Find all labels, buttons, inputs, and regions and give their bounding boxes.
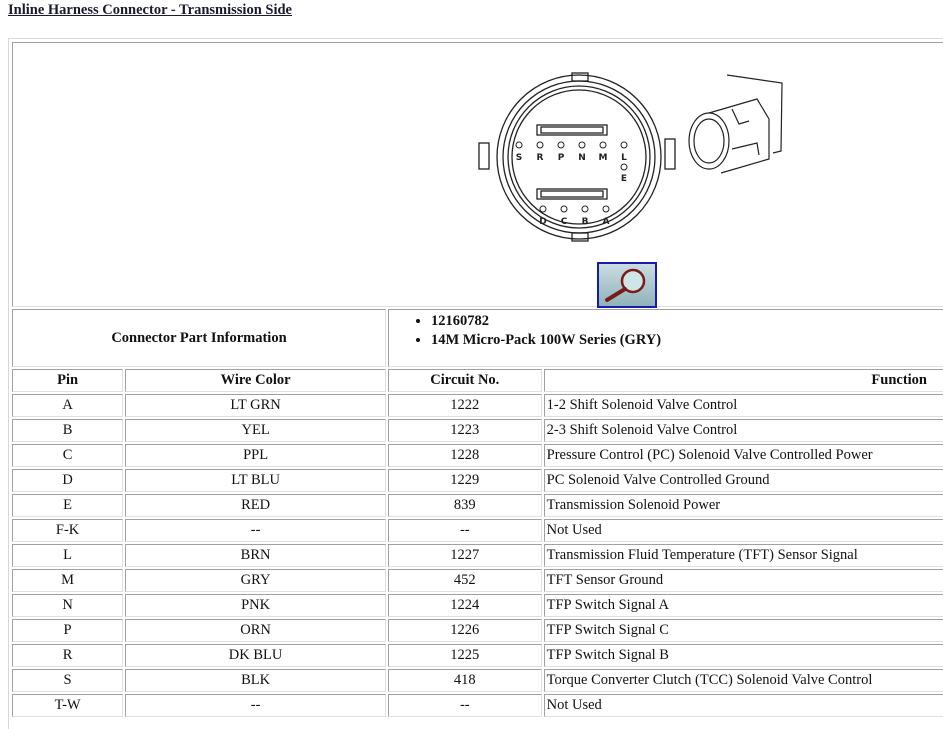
connector-info-values bbox=[388, 309, 943, 367]
connector-series: • 14M Micro-Pack 100W Series (GRY) bbox=[431, 331, 943, 350]
wire-color-cell: BLK bbox=[125, 669, 386, 692]
pin-label-b: B bbox=[581, 217, 589, 227]
function-cell: TFP Switch Signal A bbox=[544, 594, 943, 617]
connector-diagram bbox=[477, 69, 797, 259]
pin-cell: R bbox=[12, 644, 123, 667]
table-row bbox=[12, 469, 943, 492]
pin-cell: T-W bbox=[12, 694, 123, 717]
zoom-image-button[interactable] bbox=[597, 262, 657, 308]
pin-label-s: S bbox=[515, 153, 523, 163]
wire-color-cell: PPL bbox=[125, 444, 386, 467]
table-row bbox=[12, 494, 943, 517]
function-cell: TFP Switch Signal C bbox=[544, 619, 943, 642]
pin-cell: S bbox=[12, 669, 123, 692]
table-row bbox=[12, 644, 943, 667]
wire-color-cell: ORN bbox=[125, 619, 386, 642]
function-cell: TFP Switch Signal B bbox=[544, 644, 943, 667]
pin-label-l: L bbox=[621, 153, 627, 163]
header-pin: Pin bbox=[12, 369, 123, 392]
function-cell: 2-3 Shift Solenoid Valve Control bbox=[544, 419, 943, 442]
wire-color-cell: BRN bbox=[125, 544, 386, 567]
table-row bbox=[12, 419, 943, 442]
pin-label-r: R bbox=[536, 153, 544, 163]
pin-label-d: D bbox=[539, 217, 547, 227]
pin-label-a: A bbox=[602, 217, 610, 227]
wire-color-cell: PNK bbox=[125, 594, 386, 617]
header-circuit-no: Circuit No. bbox=[388, 369, 542, 392]
circuit-cell: 839 bbox=[388, 494, 542, 517]
table-row bbox=[12, 394, 943, 417]
function-cell: 1-2 Shift Solenoid Valve Control bbox=[544, 394, 943, 417]
pin-holes bbox=[516, 142, 627, 212]
table-row bbox=[12, 594, 943, 617]
circuit-cell: 452 bbox=[388, 569, 542, 592]
pin-cell: F-K bbox=[12, 519, 123, 542]
function-cell: Not Used bbox=[544, 694, 943, 717]
magnifier-icon bbox=[599, 264, 655, 306]
wire-color-cell: LT BLU bbox=[125, 469, 386, 492]
circuit-cell: 1224 bbox=[388, 594, 542, 617]
pin-cell: P bbox=[12, 619, 123, 642]
header-row bbox=[12, 369, 943, 392]
table-row bbox=[12, 569, 943, 592]
function-cell: PC Solenoid Valve Controlled Ground bbox=[544, 469, 943, 492]
table-row bbox=[12, 619, 943, 642]
header-wire-color: Wire Color bbox=[125, 369, 386, 392]
function-cell: Pressure Control (PC) Solenoid Valve Controlled Power bbox=[544, 444, 943, 467]
connector-table bbox=[10, 40, 943, 719]
pin-label-e: E bbox=[620, 174, 628, 184]
pin-cell: L bbox=[12, 544, 123, 567]
connector-info-label: Connector Part Information bbox=[12, 309, 386, 367]
pin-label-p: P bbox=[557, 153, 565, 163]
pin-cell: M bbox=[12, 569, 123, 592]
circuit-cell: -- bbox=[388, 694, 542, 717]
circuit-cell: 1222 bbox=[388, 394, 542, 417]
table-row bbox=[12, 519, 943, 542]
table-row bbox=[12, 669, 943, 692]
page-title: Inline Harness Connector - Transmission Side bbox=[8, 2, 292, 18]
pin-cell: A bbox=[12, 394, 123, 417]
pin-label-m: M bbox=[598, 153, 608, 163]
function-cell: Torque Converter Clutch (TCC) Solenoid Valve Control bbox=[544, 669, 943, 692]
circuit-cell: -- bbox=[388, 519, 542, 542]
circuit-cell: 418 bbox=[388, 669, 542, 692]
pin-cell: C bbox=[12, 444, 123, 467]
connector-3d-icon bbox=[689, 75, 782, 173]
connector-face-icon bbox=[479, 73, 675, 241]
wire-color-cell: GRY bbox=[125, 569, 386, 592]
table-row bbox=[12, 694, 943, 717]
part-number: • 12160782 bbox=[431, 312, 943, 331]
pin-cell: E bbox=[12, 494, 123, 517]
pin-cell: B bbox=[12, 419, 123, 442]
pin-label-n: N bbox=[578, 153, 586, 163]
wire-color-cell: LT GRN bbox=[125, 394, 386, 417]
function-cell: TFT Sensor Ground bbox=[544, 569, 943, 592]
function-cell: Transmission Fluid Temperature (TFT) Sensor Signal bbox=[544, 544, 943, 567]
circuit-cell: 1228 bbox=[388, 444, 542, 467]
diagram-cell bbox=[12, 42, 943, 307]
wire-color-cell: DK BLU bbox=[125, 644, 386, 667]
pin-label-c: C bbox=[560, 217, 568, 227]
wire-color-cell: -- bbox=[125, 694, 386, 717]
header-function: Function bbox=[544, 369, 943, 392]
circuit-cell: 1227 bbox=[388, 544, 542, 567]
pin-cell: D bbox=[12, 469, 123, 492]
table-row bbox=[12, 544, 943, 567]
pin-cell: N bbox=[12, 594, 123, 617]
table-row bbox=[12, 444, 943, 467]
function-cell: Transmission Solenoid Power bbox=[544, 494, 943, 517]
circuit-cell: 1226 bbox=[388, 619, 542, 642]
wire-color-cell: RED bbox=[125, 494, 386, 517]
circuit-cell: 1223 bbox=[388, 419, 542, 442]
wire-color-cell: -- bbox=[125, 519, 386, 542]
wire-color-cell: YEL bbox=[125, 419, 386, 442]
function-cell: Not Used bbox=[544, 519, 943, 542]
circuit-cell: 1229 bbox=[388, 469, 542, 492]
circuit-cell: 1225 bbox=[388, 644, 542, 667]
